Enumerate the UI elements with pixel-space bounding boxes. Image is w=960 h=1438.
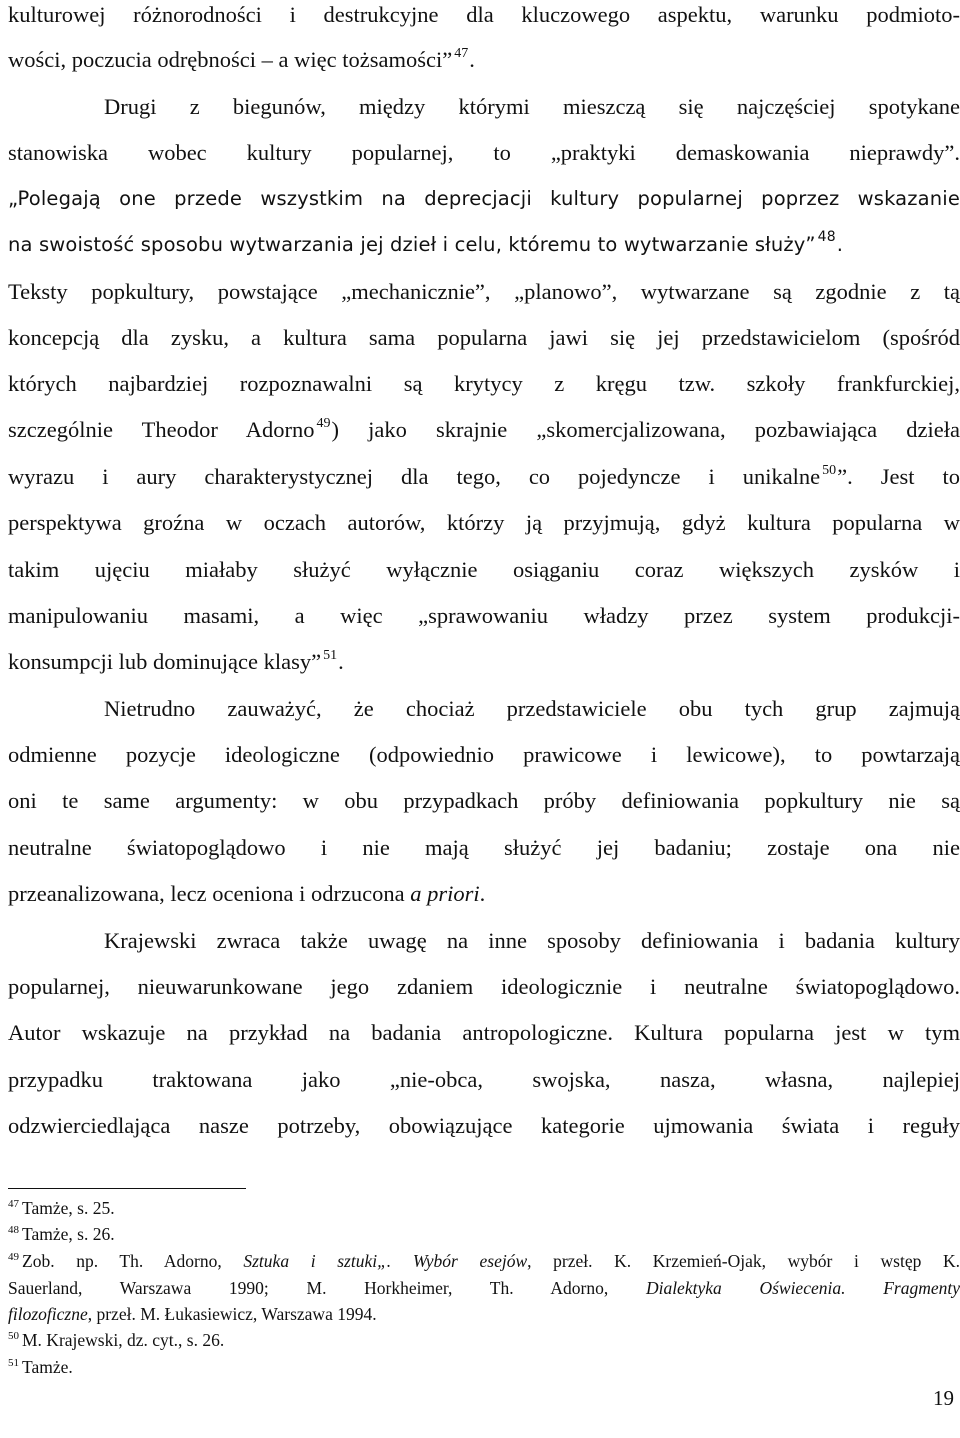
footnote-number: 48: [8, 1224, 19, 1236]
footnote-ref: 49: [316, 416, 331, 431]
footnote-number: 47: [8, 1198, 19, 1210]
footnote-ref: 47: [454, 46, 469, 61]
footnote-ref: 48: [817, 229, 836, 245]
body-line: koncepcją dla zysku, a kultura sama popularna jawi się jej przedstawicielom (spośród: [8, 325, 960, 350]
body-line: odmienne pozycje ideologiczne (odpowiednio prawicowe i lewicowe), to powtarzają: [8, 742, 960, 767]
body-line: Nietrudno zauważyć, że chociaż przedstawiciele obu tych grup zajmują: [104, 696, 960, 721]
body-line: przypadku traktowana jako „nie-obca, swojska, nasza, własna, najlepiej: [8, 1067, 960, 1092]
body-line: konsumpcji lub dominujące klasy” $^{51}$.: [8, 648, 344, 674]
footnote: $^{51}$ Tamże.: [8, 1357, 73, 1377]
body-line: których najbardziej rozpoznawalni są krytycy z kręgu tzw. szkoły frankfurckiej,: [8, 371, 960, 396]
footnote: $^{49}$ Zob. np. Th. Adorno, Sztuka i sztuki„. Wybór esejów, przeł. K. Krzemień-Ojak, wybór i wstęp K.: [8, 1251, 960, 1271]
page-number: 19: [933, 1386, 954, 1410]
body-line-quote: na swoistość sposobu wytwarzania jej dzieł i celu, któremu to wytwarzanie służy” $^{48}$.: [8, 229, 844, 256]
footnote-continuation: filozoficzne, przeł. M. Łukasiewicz, Warszawa 1994.: [8, 1304, 377, 1324]
footnote-ref: 50: [822, 463, 837, 478]
body-line: kulturowej różnorodności i destrukcyjne dla kluczowego aspektu, warunku podmioto-: [8, 2, 960, 27]
body-line: neutralne światopoglądowo i nie mają służyć jej badaniu; zostaje ona nie: [8, 835, 960, 860]
body-line: stanowiska wobec kultury popularnej, to „praktyki demaskowania nieprawdy”.: [8, 140, 960, 165]
body-line: Teksty popkultury, powstające „mechanicznie”, „planowo”, wytwarzane są zgodnie z tą: [8, 279, 960, 304]
footnote-ref: 51: [323, 648, 338, 663]
body-line: szczególnie Theodor Adorno $^{49}$) jako skrajnie „skomercjalizowana, pozbawiająca dzieła: [8, 416, 960, 442]
body-line: przeanalizowana, lecz oceniona i odrzucona a priori.: [8, 881, 486, 906]
body-line: popularnej, nieuwarunkowane jego zdaniem ideologicznie i neutralne światopoglądowo.: [8, 974, 960, 999]
body-line: Drugi z biegunów, między którymi mieszczą się najczęściej spotykane: [104, 94, 960, 119]
footnote-separator: [8, 1188, 246, 1189]
footnote-continuation: Sauerland, Warszawa 1990; M. Horkheimer, Th. Adorno, Dialektyka Oświecenia. Fragmenty: [8, 1278, 960, 1298]
footnote: $^{47}$ Tamże, s. 25.: [8, 1198, 115, 1218]
body-line: perspektywa groźna w oczach autorów, którzy ją przyjmują, gdyż kultura popularna w: [8, 510, 960, 535]
footnote-number: 49: [8, 1251, 19, 1263]
footnote-number: 50: [8, 1330, 19, 1342]
body-line: Krajewski zwraca także uwagę na inne sposoby definiowania i badania kultury: [104, 928, 960, 953]
footnote-number: 51: [8, 1357, 19, 1369]
body-line: oni te same argumenty: w obu przypadkach próby definiowania popkultury nie są: [8, 788, 960, 813]
footnote: $^{50}$ M. Krajewski, dz. cyt., s. 26.: [8, 1330, 225, 1350]
body-line: Autor wskazuje na przykład na badania antropologiczne. Kultura popularna jest w tym: [8, 1020, 960, 1045]
body-line: manipulowaniu masami, a więc „sprawowaniu władzy przez system produkcji-: [8, 603, 960, 628]
footnote: $^{48}$ Tamże, s. 26.: [8, 1224, 115, 1244]
body-line: wości, poczucia odrębności – a więc tożsamości” $^{47}$.: [8, 46, 475, 72]
body-line: takim ujęciu miałaby służyć wyłącznie osiąganiu coraz większych zysków i: [8, 557, 960, 582]
body-line: wyrazu i aury charakterystycznej dla tego, co pojedyncze i unikalne $^{50}$”. Jest to: [8, 463, 960, 489]
body-line: odzwierciedlająca nasze potrzeby, obowiązujące kategorie ujmowania świata i reguły: [8, 1113, 960, 1138]
body-line-quote: „Polegają one przede wszystkim na deprecjacji kultury popularnej poprzez wskazanie: [8, 187, 960, 210]
